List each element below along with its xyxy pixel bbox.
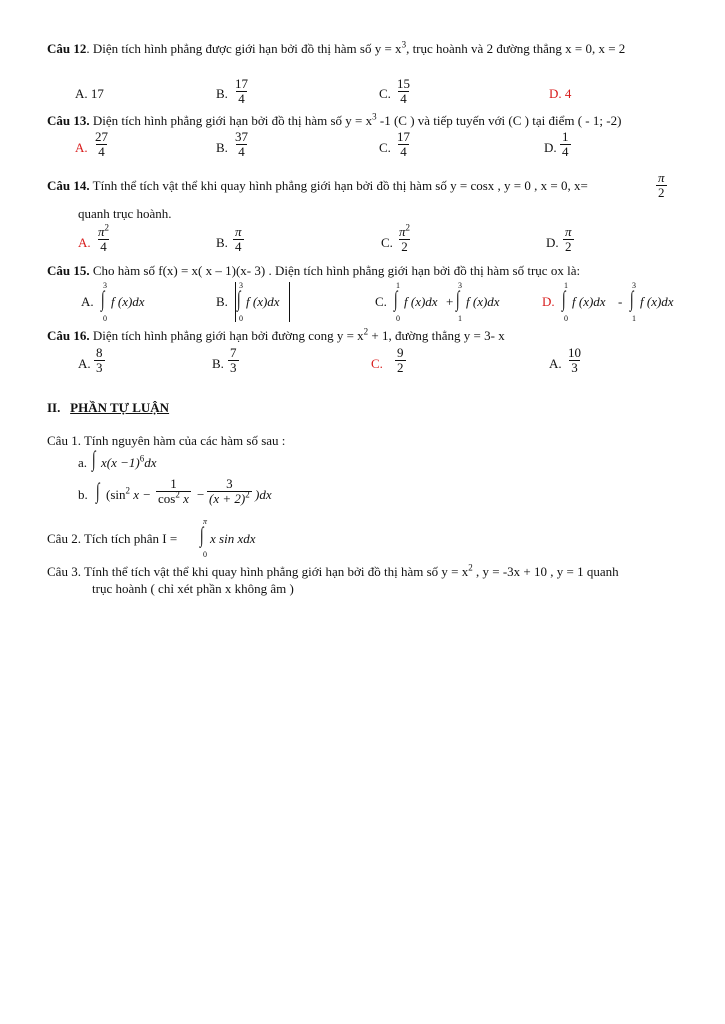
q13-option-c-letter: C. [379, 140, 391, 155]
q14-stem: Câu 14. Tính thể tích vật thể khi quay hình phẳng giới hạn bởi đồ thị hàm số y = cosx , y = 0 , x = 0, x= [47, 178, 588, 193]
q14-option-b-letter: B. [216, 235, 228, 250]
integral-sign: ∫ [96, 478, 100, 503]
q14-option-d-fraction: $\frac{\pi}{2}$ [565, 224, 572, 254]
q16-label: Câu 16. [47, 328, 90, 343]
q15-d1-integrand: f (x)dx [572, 294, 606, 309]
q15-d2-integrand: f (x)dx [640, 294, 674, 309]
q15-d2-lower: 1 [632, 314, 636, 323]
q16-option-b-fraction: $\frac{7}{3}$ [230, 345, 237, 375]
q16-option-a-fraction: $\frac{8}{3}$ [96, 345, 103, 375]
p1-b-fraction-1: $\frac{1}{\cos^2 x}$ [158, 476, 189, 506]
q12-option-c-fraction: $\frac{15}{4}$ [397, 76, 410, 106]
integral-sign: ∫ [630, 286, 634, 311]
q15-b-lower: 0 [239, 314, 243, 323]
q15-d2-upper: 3 [632, 281, 636, 290]
q14-option-c-letter: C. [381, 235, 393, 250]
q13-option-d-fraction: $\frac{1}{4}$ [562, 129, 569, 159]
q12-option-c-letter: C. [379, 86, 391, 101]
integral-sign: ∫ [200, 522, 204, 547]
q15-c2-integrand: f (x)dx [466, 294, 500, 309]
q15-stem: Câu 15. Cho hàm số f(x) = x( x – 1)(x- 3) . Diện tích hình phẳng giới hạn bởi đồ thị hàm số trục ox là: [47, 263, 581, 278]
p1-a-expr: $x(x -1)^6dx$ [101, 453, 157, 470]
q15-c1-upper: 1 [396, 281, 400, 290]
p1-b-close: )dx [255, 487, 272, 502]
q15-label: Câu 15. [47, 263, 90, 278]
q16-option-b-letter: B. [212, 356, 224, 371]
integral-sign: ∫ [237, 286, 241, 311]
q12-stem: Câu 12. Diện tích hình phẳng được giới hạn bởi đồ thị hàm số $y = x^3$, trục hoành và 2 đường thẳng x = 0, x = 2 [47, 39, 626, 56]
p1-b-label: b. [78, 487, 88, 502]
q14-option-d-letter: D. [546, 235, 559, 250]
q15-a-integrand: f (x)dx [111, 294, 145, 309]
q12-label: Câu 12 [47, 41, 87, 56]
p2-upper: π [203, 517, 208, 526]
q15-d1-lower: 0 [564, 314, 568, 323]
q14-label: Câu 14. [47, 178, 90, 193]
q15-d1-upper: 1 [564, 281, 568, 290]
q16-option-c-fraction: $\frac{9}{2}$ [397, 345, 404, 375]
p1-b-part1: ($\sin^2$ x − [106, 485, 152, 502]
q13-option-c-fraction: $\frac{17}{4}$ [397, 129, 410, 159]
q15-a-lower: 0 [103, 314, 107, 323]
p1-b-fraction-2: $\frac{3}{(x + 2)^2}$ [209, 476, 250, 506]
q13-option-b-letter: B. [216, 140, 228, 155]
q16-option-d-letter: A. [549, 356, 562, 371]
q13-label: Câu 13. [47, 113, 90, 128]
q12-option-b-letter: B. [216, 86, 228, 101]
q14-option-a-fraction: $\frac{\pi^2}{4}$ [98, 222, 110, 254]
p3-stem: Câu 3. Tính thể tích vật thể khi quay hình phẳng giới hạn bởi đồ thị hàm số $y = x^2$ , y = -3x + 10 , y = 1 quanh [47, 562, 619, 579]
q14-x-fraction: $\frac{\pi}{2}$ [658, 170, 665, 200]
q14-option-c-fraction: $\frac{\pi^2}{2}$ [399, 222, 411, 254]
p1-a-label: a. [78, 455, 88, 470]
q14-option-a-letter: A. [78, 235, 91, 250]
q13-option-d-letter: D. [544, 140, 557, 155]
q14-stem-line2: quanh trục hoành. [78, 206, 172, 221]
section-heading [47, 400, 169, 416]
q12-option-a: A. 17 [75, 86, 104, 101]
q15-c-plus: + [446, 294, 454, 309]
q15-b-upper: 3 [239, 281, 243, 290]
q15-c1-integrand: f (x)dx [404, 294, 438, 309]
q15-c1-lower: 0 [396, 314, 400, 323]
p1-b-minus: − [197, 487, 205, 502]
integral-sign: ∫ [562, 286, 566, 311]
q15-option-d-letter: D. [542, 294, 555, 309]
q16-stem: Câu 16. Diện tích hình phẳng giới hạn bởi đường cong $y = x^2 + 1$, đường thẳng y = 3- x [47, 326, 505, 343]
p2-lower: 0 [203, 550, 207, 559]
q15-c2-upper: 3 [458, 281, 462, 290]
p3-stem-line2: trục hoành ( chỉ xét phần x không âm ) [92, 581, 294, 596]
integral-sign: ∫ [101, 286, 105, 311]
q14-option-b-fraction: $\frac{\pi}{4}$ [235, 224, 242, 254]
q15-a-upper: 3 [103, 281, 107, 290]
q15-option-b-letter: B. [216, 294, 228, 309]
q15-option-a-letter: A. [81, 294, 94, 309]
integral-sign: ∫ [394, 286, 398, 311]
integral-sign: ∫ [92, 446, 96, 471]
abs-bar-left [235, 282, 236, 322]
q15-c2-lower: 1 [458, 314, 462, 323]
q13-option-a-letter: A. [75, 140, 88, 155]
abs-bar-right [289, 282, 290, 322]
q12-option-b-fraction: $\frac{17}{4}$ [235, 76, 248, 106]
p2-stem: Câu 2. Tích tích phân I = [47, 531, 178, 546]
q13-stem: Câu 13. Diện tích hình phẳng giới hạn bởi đồ thị hàm số $y = x^3$ -1 (C ) và tiếp tuyến với (C ) tại điểm ( - 1; -2) [47, 111, 622, 128]
q15-option-c-letter: C. [375, 294, 387, 309]
section-title: PHẦN TỰ LUẬN [70, 400, 170, 415]
q16-option-d-fraction: $\frac{10}{3}$ [568, 345, 581, 375]
q15-b-integrand: f (x)dx [246, 294, 280, 309]
q16-option-c-letter: C. [371, 356, 383, 371]
p2-expr: x sin xdx [210, 531, 256, 546]
q12-option-d: D. 4 [549, 86, 572, 101]
q13-option-b-fraction: $\frac{37}{4}$ [235, 129, 248, 159]
q13-option-a-fraction: $\frac{27}{4}$ [95, 129, 108, 159]
p1-stem: Câu 1. Tính nguyên hàm của các hàm số sau : [47, 433, 286, 448]
section-number: II. [47, 400, 61, 415]
integral-sign: ∫ [456, 286, 460, 311]
q16-option-a-letter: A. [78, 356, 91, 371]
q15-d-minus: - [618, 294, 623, 309]
